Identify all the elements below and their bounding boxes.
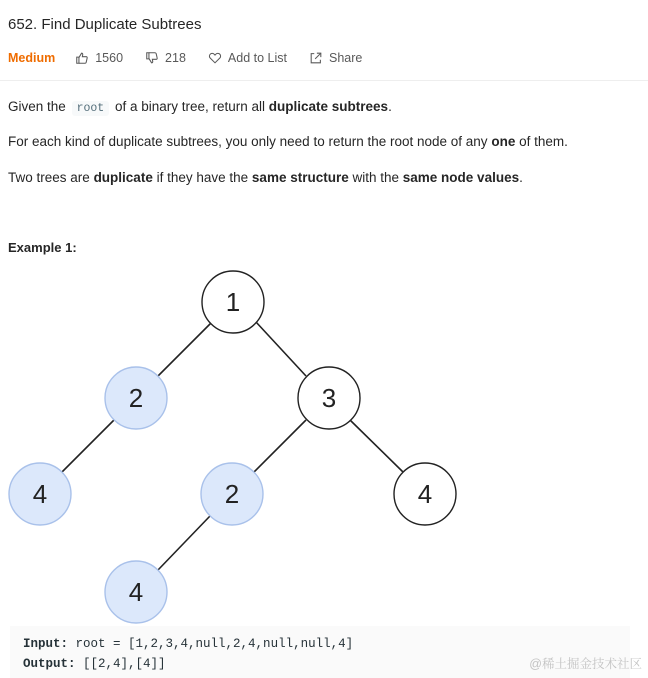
p3-text-after: . [519,170,523,185]
tree-node [201,463,263,525]
add-to-list-label: Add to List [227,51,287,65]
tree-edges [62,322,403,570]
tree-node [9,463,71,525]
p1-text-before: Given the [8,99,66,114]
share-label: Share [328,51,363,65]
tree-edge [256,322,306,376]
p2-text-after: of them. [519,134,568,149]
p3-text-before: Two trees are [8,170,90,185]
tree-node-value: 4 [128,577,144,607]
input-value: root = [1,2,3,4,null,2,4,null,null,4] [75,637,354,651]
p3-bold-1: duplicate [93,170,153,185]
root-code: root [72,101,110,116]
thumbs-up-icon [75,51,89,65]
example-title: Example 1: [8,240,77,255]
tree-edge [158,516,210,570]
p3-bold-2: same structure [251,170,349,185]
input-label: Input: [23,637,69,651]
tree-node [105,561,167,623]
add-to-list-button[interactable] [208,51,287,65]
p3-text-middle-2: with the [352,170,400,185]
tree-node-value: 2 [224,479,240,509]
input-line [23,634,630,654]
tree-node-value: 2 [128,383,144,413]
tree-edge [158,322,212,376]
p1-text-middle: of a binary tree, return all [114,99,266,114]
tree-edge [350,420,403,472]
tree-node [202,271,264,333]
description-paragraph-1 [8,99,392,115]
p1-text-after: . [388,99,392,114]
p2-text-before: For each kind of duplicate subtrees, you only need to return the root node of any [8,134,488,149]
p3-bold-3: same node values [402,170,520,185]
problem-meta-bar [8,49,384,67]
p1-bold: duplicate subtrees [268,99,389,114]
tree-node [105,367,167,429]
difficulty-badge: Medium [8,51,56,65]
tree-node [298,367,360,429]
tree-nodes [9,271,456,623]
output-value: [[2,4],[4]] [83,657,166,671]
tree-edge [254,420,306,472]
tree-node [394,463,456,525]
description-paragraph-2 [8,134,568,149]
output-label: Output: [23,657,76,671]
share-button[interactable] [309,51,362,65]
problem-title: 652. Find Duplicate Subtrees [8,16,202,33]
dislike-count: 218 [165,51,186,65]
watermark: @稀土掘金技术社区 [529,657,642,671]
binary-tree-diagram [0,260,480,625]
tree-node-value: 4 [32,479,48,509]
header-divider [0,80,648,81]
tree-node-value: 1 [225,287,241,317]
p3-text-middle-1: if they have the [156,170,249,185]
like-count: 1560 [95,51,124,65]
dislike-button[interactable] [145,51,186,65]
p2-bold: one [491,134,516,149]
tree-node-value: 4 [417,479,433,509]
heart-icon [208,51,222,65]
thumbs-down-icon [145,51,159,65]
share-icon [309,51,323,65]
tree-node-value: 3 [321,383,337,413]
tree-edge [62,420,114,472]
description-paragraph-3 [8,170,523,185]
like-button[interactable] [75,51,123,65]
